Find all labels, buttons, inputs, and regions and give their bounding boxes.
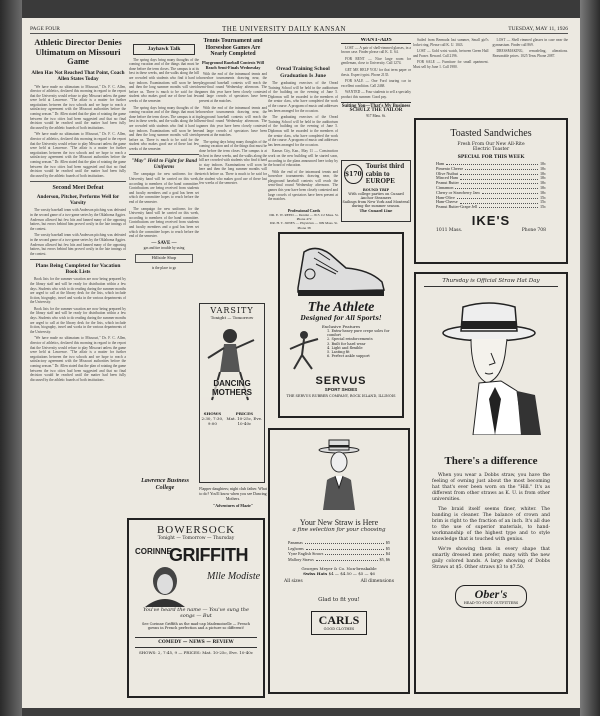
sandwich-price-8: 15c (539, 194, 546, 200)
straw-title: Your New Straw is Here (299, 518, 379, 527)
bowersock-footer: COMEDY — NEWS — REVIEW (135, 637, 257, 645)
varsity-shows-label: SHOWS (203, 411, 222, 416)
headline-oread: Oread Training School Graduation Is June (276, 66, 330, 79)
article-body-athletic: "We have made no ultimatum to Missouri," Dr. F. C. Allen, director of athletics, declared this morning in regard to the report that the University would refuse to play Missouri unless the game were held at Lawrence. "The affair is a matter for further negotiations between the two schools and we hope to reach a satisfactory agreement with the Missouri authorities before the coming season." Dr. Allen stated that the plan of rotating the game between the two cities had been suggested and that no final decision would be reached until the matter had been fully discussed by the athletic boards of both institutions. (30, 84, 126, 130)
straw-sub: a fine selection for your choosing (292, 527, 386, 533)
sandwich-title: Toasted Sandwiches (450, 128, 532, 139)
varsity-ad (199, 303, 265, 483)
obers-sub: HEAD-TO-FOOT OUTFITTERS (463, 601, 519, 605)
varsity-title: VARSITY (210, 306, 254, 315)
jayhawk-body-cont: The spring days bring many thoughts of the coming vacation and of the things that must be done before the term closes. The campus is at its best in these weeks, and the walks along the hill are crowded with students who find it hard to stay indoors. Examinations will soon be here and then the long summer months will stretch before us. There is much to be said for the student who makes good use of these last few weeks of the semester. (129, 105, 199, 151)
right-ad-2: LOST — Gold wrist watch, between Green Hall and Fraser. Reward. Call 2196. (413, 49, 489, 58)
scan-right-edge (580, 0, 600, 716)
tourist-price: $170 (344, 164, 363, 184)
hillside-sub: is the place to go (151, 265, 177, 270)
straw-item-1: Panamas (288, 540, 303, 545)
sandwich-price-5: 10c (539, 180, 546, 186)
article-body-tennis: With the end of the intramural tennis and horseshoe tournaments drawing near, the playground baseball contests will reach the semi-final round Wednesday afternoon. The games this year have been closely contested and large crowds of spectators have been present at the matches. (199, 71, 267, 104)
athlete-feature-2: 2. Special reinforcements (327, 337, 373, 342)
sandwich-item-1: Ham (436, 161, 445, 166)
article-body-tennis-cont: With the end of the intramural tennis and horseshoe tournaments drawing near, the playground baseball contests will reach the semi-final round Wednesday afternoon. The games this year have been closely contested and large crowds of spectators have been present at the matches. (199, 105, 267, 138)
ikes-sandwich-ad (414, 118, 568, 264)
subhead-athletic-director: Allen Has Not Reached That Point, Coach Allen States Today (31, 69, 125, 82)
athlete-feature-4: 4. Light and flexible (327, 345, 363, 350)
mlle-modiste-title: Mlle Modiste (207, 571, 261, 582)
tourist-line: With college parties on Cunard Anchor Steamers (348, 191, 404, 200)
want-ad-4: FOR SALE — One Ford touring car in excellent condition. Call 2468. (341, 79, 411, 88)
schulz-tailor: SCHULZ THE TAILOR (349, 108, 403, 114)
headline-athletic-director: Athletic Director Denies Ultimatum on Missouri Game (34, 38, 122, 66)
obers-body-2: The braid itself seems finer, whiter. The banding is cleaner. The balance of crown and brim is right to the fraction of an inch. It's all due to the use of superior materials, to hand-workmanship of the highest type and to style knowledge that is touched with genius. (432, 507, 550, 542)
athlete-feature-3: 3. Built for hard wear (327, 341, 366, 346)
column-2 (129, 38, 199, 518)
headline-vacation-book: Plans Being Completed for Vacation Book Lists (35, 263, 121, 276)
bowersock-dates: Tonight — Tomorrow — Thursday (157, 536, 235, 541)
athlete-title: The Athlete (307, 300, 375, 315)
straw-hat-man-illustration (431, 295, 551, 435)
straw-price-2: $5 (385, 545, 390, 551)
athlete-features-title: Exclusive Features (321, 324, 361, 329)
sandwich-item-4: Minced Ham (436, 175, 458, 181)
article-body-tennis-cont2: The spring days bring many thoughts of the coming vacation and of the things that must be done before the term closes. The campus is at its best in these weeks, and the walks along the hill are crowded with students who find it hard to stay indoors. Examinations will soon be here and then the long summer months will stretch before us. There is much to be said for the student who makes good use of these last few weeks of the semester. (199, 139, 267, 186)
tourist-desc: Sailings from New York and Montreal during the summer season. (342, 200, 410, 209)
griffith-name: GRIFFITH (169, 545, 248, 565)
sandwich-price-7: 10c (539, 189, 546, 195)
servus-company: THE SERVUS RUBBER COMPANY, ROCK ISLAND, ILLINOIS (286, 394, 396, 398)
sizes-left: All sizes (284, 579, 303, 585)
sandwich-sub1: Fresh From Our New All-Rite (457, 142, 525, 147)
flapper-text: Flapper daughters; night club father. What to do? You'll know when you see Dancing Mothers. (199, 486, 267, 501)
carls-logo: CARLS (318, 613, 360, 628)
sandwich-item-8: Ham-Olive (436, 194, 455, 200)
sandwich-item-3: Olive Nutbut (436, 170, 458, 176)
column-4 (268, 38, 338, 228)
varsity-dates: Tonight — Tomorrow (210, 315, 254, 320)
runner-illustration (284, 329, 324, 373)
page-number: PAGE FOUR (30, 25, 60, 32)
adventures-of-mazie: "Adventures of Mazie" (213, 503, 253, 508)
sandwich-special: SPECIAL FOR THIS WEEK (457, 155, 525, 160)
business-college-name: Lawrence Business College (141, 478, 189, 491)
hillside-shop: Hillside Shop (135, 254, 193, 263)
sneaker-illustration (286, 238, 396, 300)
sandwich-item-9: Ham-Cheese (436, 199, 458, 205)
carls-sub: GOOD CLOTHES (323, 627, 355, 632)
article-body-vacation: Book lists for the summer vacation are now being prepared by the library staff and will be ready for distribution within a few days. Students who wish to do reading during the summer months are urged to call at the library desk for the lists, which include fiction, biography, travel and works in the various departments of the University. (30, 277, 126, 305)
corinne-name: CORINNE (135, 547, 172, 556)
professional-card-1: DR. E. W. REED — Dentist — 815 1/2 Mass. St. Phone 472 (269, 213, 339, 222)
subhead-tennis: Playground Baseball Contests Will Reach Semi-Finals Wednesday (201, 59, 264, 70)
right-ad-1: Sailed from Bermuda last summer, Small girl's locket ring, Please call K. U. 1043. (413, 38, 489, 47)
ikes-phone: Phone 708 (521, 227, 546, 233)
athlete-tagline: Designed for All Sports! (300, 315, 382, 322)
professional-card-2: DR. H. T. JONES — Physician — 909 Mass. St. Phone 38 (269, 221, 339, 230)
schulz-address: 917 Mass. St. (366, 113, 386, 118)
ikes-logo: IKE'S (471, 212, 511, 228)
corinne-portrait-illustration (135, 563, 195, 607)
scan-top-edge (0, 0, 600, 18)
jayhawk-talk-title: Jayhawk Talk (133, 44, 195, 55)
save-body: gas and tire trouble by using (143, 246, 185, 251)
masthead (30, 24, 568, 34)
article-body-second-meet: The varsity baseball team with Anderson pitching was defeated in the second game of a two-game series by the Oklahoma Aggies. Anderson allowed but few hits and fanned many of the opposing batters, but errors behind him proved costly in the late innings of the contest. (30, 208, 126, 231)
right-ad-5: DRESSMAKING, remodeling, alterations. Reasonable prices. 1025 Tenn. Phone 2087. (492, 49, 568, 58)
obers-headline: There's a difference (444, 455, 538, 467)
varsity-followup (199, 486, 267, 518)
straw-price-3: $4 (385, 551, 390, 557)
article-body-oread-cont: The graduating exercises of the Oread Training School will be held in the auditorium of the building on the evening of June 5. Diplomas will be awarded to the members of the senior class, who have completed the work of the course. A program of music and addresses has been arranged for the occasion. (268, 115, 338, 147)
scan-left-edge (0, 0, 22, 716)
bowersock-shows-prices: SHOWS: 2, 7:45, 9 — PRICES: Mat. 10-25c, Eve. 10-40c (135, 647, 257, 655)
swiss-hats: Swiss Hats (303, 571, 328, 577)
headline-tennis: Tennis Tournament and Horseshoe Games Are Nearly Completed (203, 38, 263, 57)
want-ad-3: GET ME HELP YOU for that term paper or thesis. Expert typist. Phone 2135. (341, 67, 411, 77)
straw-price-1: $5 (385, 540, 390, 545)
varsity-prices-label: PRICES (235, 411, 254, 416)
jayhawk-body: The spring days bring many thoughts of the coming vacation and of the things that must be done before the term closes. The campus is at its best in these weeks, and the walks along the hill are crowded with students who find it hard to stay indoors. Examinations will soon be here and then the long summer months will stretch before us. There is much to be said for the student who makes good use of these last few weeks of the semester. (129, 57, 199, 103)
hat-man-illustration (309, 436, 369, 510)
professional-cards (268, 208, 340, 232)
right-ad-3: FOR SALE — Furniture for small apartment. Must sell by June 1. Call 1980. (413, 60, 489, 69)
obers-dobbs-ad (414, 272, 568, 694)
column-3 (199, 38, 267, 298)
tourist-title: Tourist third cabin to EUROPE (365, 162, 405, 185)
article-body-band-cont: The campaign for new uniforms for the University band will be carried on this week, according to members of the band committee. Contributions are being received from students and faculty members and a goal has been set which the committee hopes to reach before the end of the semester. (129, 206, 199, 239)
athlete-servus-ad (278, 232, 404, 418)
want-ad-5: WANTED — Four students to sell a specialty product this summer. Good pay. (341, 90, 411, 99)
ikes-address: 1011 Mass. (436, 227, 463, 233)
sandwich-item-7: Cherry or Strawberry Jam (436, 189, 480, 195)
bowersock-tagline: You've heard the name — You've sung the songs — But (143, 607, 249, 619)
article-body-kansas-city: Kansas City, Kan., May 11 — Construction work on the new building will be started soon, according to the plans announced here today by the board of education. (268, 149, 338, 168)
right-classifieds (413, 38, 568, 114)
bowersock-ad (127, 518, 265, 698)
want-ads-title: WANT-ADS (341, 38, 411, 44)
sandwich-price-6: 10c (539, 184, 546, 190)
dancing-mothers-title: DANCING MOTHERS (200, 380, 264, 397)
bowersock-description: See Corinne Griffith as the mad-cap Mademoiselle — French gowns in French perfection and a picture so different! (141, 622, 251, 631)
athlete-feature-1: 1. Extra-heavy pure crepe soles for comfort (327, 329, 390, 338)
obers-body-1: When you wear a Dobbs straw, you have the feeling of owning just about the most becoming hat that's ever been worn on the "Hill." It's as different from other straws as K. U. is from other universities. (432, 473, 550, 502)
sizes-right: All dimensions (360, 579, 394, 585)
article-body-oread: The graduating exercises of the Oread Training School will be held in the auditorium of the building on the evening of June 5. Diplomas will be awarded to the members of the senior class, who have completed the work of the course. A program of music and addresses has been arranged for the occasion. (268, 81, 338, 113)
carls-straw-ad (268, 428, 410, 694)
sandwich-item-2: Pimento Cheese (436, 165, 464, 171)
newspaper-title: THE UNIVERSITY DAILY KANSAN (222, 24, 347, 33)
sandwich-item-5: Peanut Butter (436, 180, 459, 186)
save-label: — SAVE — (151, 240, 177, 246)
sandwich-item-6: Cinnamon (436, 184, 454, 190)
article-body-kansas-city-cont: With the end of the intramural tennis and horseshoe tournaments drawing near, the playground baseball contests will reach the semi-final round Wednesday afternoon. The games this year have been closely contested and large crowds of spectators have been present at the matches. (268, 169, 338, 202)
article-body-band: The campaign for new uniforms for the University band will be carried on this week, according to members of the band committee. Contributions are being received from students and faculty members and a goal has been set which the committee hopes to reach before the end of the semester. (129, 172, 199, 205)
obers-logo: Ober's (474, 587, 508, 601)
sandwich-price-3: 10c (539, 170, 546, 176)
subhead-second-meet: Anderson, Pitcher, Performs Well for Varsity (36, 194, 120, 207)
obers-body-3: We're showing them in every shape that smartly dressed men prefer, many with the new gaily colored bands. A large showing of Dobbs Straws at $5. Other straws $3 to $7.50. (432, 547, 550, 570)
article-body-vacation-cont2: "We have made no ultimatum to Missouri," Dr. F. C. Allen, director of athletics, declared this morning in regard to the report that the University would refuse to play Missouri unless the game were held at Lawrence. "The affair is a matter for further negotiations between the two schools and we hope to reach a satisfactory agreement with the Missouri authorities before the coming season." Dr. Allen stated that the plan of rotating the game between the two cities had been suggested and that no final decision would be reached until the matter had been fully discussed by the athletic boards of both institutions. (30, 336, 126, 382)
column-1 (30, 38, 126, 702)
sandwich-item-10: Peanut Butter-Grape Jell (436, 204, 478, 210)
suiting-tagline: Suiting You—That's My Business (341, 103, 411, 109)
bowersock-title: BOWERSOCK (156, 524, 236, 536)
athlete-feature-5: 5. Lasting fit (327, 350, 350, 355)
business-college-ad (132, 478, 198, 500)
article-body-vacation-cont: Book lists for the summer vacation are now being prepared by the library staff and will be ready for distribution within a few days. Students who wish to do reading during the summer months are urged to call at the library desk for the lists, which include fiction, biography, travel and works in the various departments of the University. (30, 306, 126, 334)
want-ad-2: FOR RENT — Nice large room for gentleman, close to University. Call 1274. (341, 56, 411, 66)
straw-maker: Georges Meyer & Co. Non-breakable (301, 566, 377, 572)
professional-title: Professional Cards (287, 208, 321, 213)
want-ad-1: LOST — A pair of shell-rimmed glasses, in a brown case. Finder please call K. U. 64. (341, 45, 411, 55)
swiss-prices: $4 — $4.50 — $5 — $6 (328, 571, 375, 577)
right-ad-4: LOST — Shell rimmed glasses in case near the gymnasium. Finder call 869. (492, 38, 568, 47)
sandwich-price-9: 15c (539, 199, 546, 205)
article-body-athletic-cont: "We have made no ultimatum to Missouri," Dr. F. C. Allen, director of athletics, declared this morning in regard to the report that the University would refuse to play Missouri unless the game were held at Lawrence. "The affair is a matter for further negotiations between the two schools and we hope to reach a satisfactory agreement with the Missouri authorities before the coming season." Dr. Allen stated that the plan of rotating the game between the two cities had been suggested and that no final decision would be reached until the matter had been fully discussed by the athletic boards of both institutions. (30, 132, 126, 178)
tourist-round-trip: ROUND TRIP (362, 187, 390, 192)
tourist-agent: The Cunard Line (359, 208, 393, 213)
varsity-prices: Mat. 10-25c, Eve. 10-40c (226, 416, 263, 426)
headline-band-uniforms: "May" Held to Fight for Band Uniforms (131, 158, 197, 171)
straw-item-4: Mallory Straws (288, 556, 314, 562)
tourist-europe-ad (341, 160, 411, 222)
servus-sub: SPORT SHOES (324, 387, 358, 392)
athlete-feature-6: 6. Perfect ankle support (327, 354, 370, 359)
sandwich-price-4: 10c (539, 175, 546, 181)
sandwich-sub2: Electric Toaster (472, 147, 510, 152)
article-body-second-meet-cont: The varsity baseball team with Anderson pitching was defeated in the second game of a two-game series by the Oklahoma Aggies. Anderson allowed but few hits and fanned many of the opposing batters, but errors behind him proved costly in the late innings of the contest. (30, 233, 126, 256)
straw-hat-day: Thursday is Official Straw Hat Day (424, 278, 558, 287)
straw-item-3: Yyne English Straws (288, 551, 324, 557)
glad-to-fit: Glad to fit you! (318, 597, 360, 604)
sandwich-price-10: 15c (539, 204, 546, 210)
headline-second-meet: Second Meet Defeat (52, 185, 104, 192)
straw-item-2: Leghorns (288, 545, 304, 551)
sandwich-price-2: 10c (539, 165, 546, 171)
straw-price-4: $5, $6 (379, 556, 390, 562)
servus-brand: SERVUS (315, 375, 367, 387)
issue-date: TUESDAY, MAY 11, 1926 (508, 25, 568, 32)
varsity-shows-times: 2:30, 7:30, 9:00 (201, 416, 224, 426)
sandwich-price-1: 10c (539, 161, 546, 166)
